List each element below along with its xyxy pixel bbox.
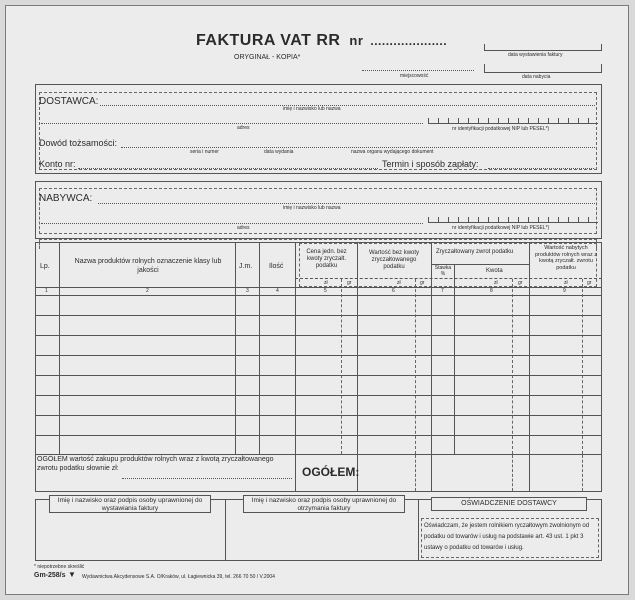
col-value-header: Wartość bez kwoty zryczałtowanego podatku: [368, 250, 420, 270]
invoice-title: FAKTURA VAT RR nr ....................: [196, 32, 448, 49]
col-lp-header: Lp.: [40, 263, 50, 270]
col-number: 2: [146, 288, 149, 294]
table-row[interactable]: [35, 415, 602, 416]
id-document-label: Dowód tożsamości:: [39, 138, 118, 148]
col-rate-header: Stawka %: [434, 265, 452, 277]
col-amount-header: Kwota: [486, 268, 503, 274]
table-row[interactable]: [35, 315, 602, 316]
payment-terms-field[interactable]: [488, 168, 594, 169]
date-issued-caption: data wystawienia faktury: [508, 52, 563, 58]
issuer-signature-caption: Imię i nazwisko oraz podpis osoby uprawnionej do wystawiania faktury: [49, 495, 211, 513]
supplier-address-caption: adres: [237, 125, 250, 131]
col-number: 4: [276, 288, 279, 294]
col-number: 8: [490, 288, 493, 294]
col-number: 1: [45, 288, 48, 294]
col-refund-header: Zryczałtowany zwrot podatku: [436, 249, 514, 255]
table-row[interactable]: [35, 435, 602, 436]
supplier-statement-text: Oświadczam, że jestem rolnikiem ryczałtowym zwolnionym od podatku od towarów i usług na podstawie art. 43 ust. 1 pkt 3 ustawy o podatku od towarów i usług.: [424, 523, 590, 551]
buyer-address-caption: adres: [237, 225, 250, 231]
col-number: 7: [441, 288, 444, 294]
col-jm-header: J.m.: [239, 263, 253, 270]
form-code: Gm-258/s: [34, 572, 66, 579]
col-number: 6: [392, 288, 395, 294]
supplier-address-field[interactable]: [41, 123, 423, 124]
id-issue-date-caption: data wydania: [264, 149, 294, 155]
invoice-form: FAKTURA VAT RR nr .................... ORYGINAŁ - KOPIA* data wystawienia faktury miejscowość data nabycia DOSTAWCA: imię i nazwisko lub nazwa adres nr identyfikacji podatkowej NIP lub PESEL*) Dowód tożsamości: seria i numer data wydania nazwa organu wydającego dokument Konto nr: Termin i sposób zapłaty: NABYWCA: imię i nazwisko lub nazwa adres nr identyfikacji podatkowej NIP lub PESEL*) Lp. Nazwa produktów rolnych oznaczenie klasy lub jakości J.m. Ilość Cena jedn. bez kwoty zryczałt. podatku Wartość bez kwoty zryczałtowanego podatku Zryczałtowany zwrot podatku Stawka % Kwota Wartość nabytych produktów rolnych wraz z kwotą zryczałt. zwrotu podatku zł gr zł gr zł gr zł gr 1 2 3 4 5 6 7 8 9 OGÓŁEM wartość zakupu produktów rolnych wraz z kwotą zryczałtowanego zwrotu podatku słownie zł: OGÓŁEM: Imię i nazwisko oraz podpis osoby uprawnionej do wystawiania faktury Imię i nazwisko oraz podpis osoby uprawnionej do otrzymania faktury OŚWIADCZENIE DOSTAWCY Oświadczam, że jestem rolnikiem ryczałtowym zwolnionym od podatku od towarów i usług na podstawie art. 43 ust. 1 pkt 3 ustawy o podatku od towarów i usług. * niepotrzebne skreślić Gm-258/s ▼ Wydawnictwa Akcydensowe S.A. O/Kraków, ul. Łagiewnicka 39, tel. 266 70 50 / V.2004: [5, 5, 629, 595]
table-row[interactable]: [35, 375, 602, 376]
summary-in-words-label: OGÓŁEM wartość zakupu produktów rolnych wraz z kwotą zryczałtowanego zwrotu podatku słownie zł:: [37, 456, 274, 472]
id-authority-caption: nazwa organu wydającego dokument: [351, 149, 434, 155]
place-field[interactable]: [362, 70, 474, 71]
supplier-name-field[interactable]: [100, 105, 595, 106]
col-qty-header: Ilość: [269, 263, 284, 270]
col-number: 5: [324, 288, 327, 294]
account-field[interactable]: [78, 168, 378, 169]
buyer-name-field[interactable]: [98, 203, 595, 204]
footnote: * niepotrzebne skreślić: [34, 564, 85, 570]
buyer-heading: NABYWCA:: [39, 193, 93, 204]
total-label: OGÓŁEM:: [302, 465, 360, 479]
supplier-nip-field[interactable]: [428, 118, 598, 124]
supplier-statement-title: OŚWIADCZENIE DOSTAWCY: [431, 497, 587, 511]
buyer-name-caption: imię i nazwisko lub nazwa: [283, 205, 341, 211]
buyer-nip-caption: nr identyfikacji podatkowej NIP lub PESEL*): [452, 225, 550, 231]
receiver-signature-caption: Imię i nazwisko oraz podpis osoby uprawnionej do otrzymania faktury: [243, 495, 405, 513]
col-unit-price-header: Cena jedn. bez kwoty zryczałt. podatku: [306, 249, 347, 269]
supplier-nip-caption: nr identyfikacji podatkowej NIP lub PESEL*): [452, 126, 550, 132]
id-series-caption: seria i numer: [190, 149, 219, 155]
place-caption: miejscowość: [400, 73, 429, 79]
account-label: Konto nr:: [39, 159, 76, 169]
buyer-nip-field[interactable]: [428, 217, 598, 223]
payment-terms-label: Termin i sposób zapłaty:: [382, 159, 479, 169]
id-document-field[interactable]: [121, 147, 595, 148]
publisher-info: Wydawnictwa Akcydensowe S.A. O/Kraków, ul. Łagiewnicka 39, tel. 266 70 50 / V.2004: [82, 574, 275, 580]
table-row[interactable]: [35, 395, 602, 396]
col-number: 9: [563, 288, 566, 294]
receiver-signature-field[interactable]: [226, 513, 418, 560]
original-copy-label: ORYGINAŁ - KOPIA*: [234, 54, 301, 61]
purchase-date-field[interactable]: [484, 64, 602, 73]
issuer-signature-field[interactable]: [35, 513, 225, 560]
col-name-header: Nazwa produktów rolnych oznaczenie klasy lub jakości: [74, 258, 222, 274]
buyer-address-field[interactable]: [41, 223, 423, 224]
supplier-name-caption: imię i nazwisko lub nazwa: [283, 106, 341, 112]
date-issued-field[interactable]: [484, 44, 602, 51]
summary-in-words-field[interactable]: [122, 478, 292, 479]
supplier-heading: DOSTAWCA:: [39, 96, 99, 107]
col-number: 3: [246, 288, 249, 294]
table-row[interactable]: [35, 355, 602, 356]
col-total-header: Wartość nabytych produktów rolnych wraz z kwotą zryczałt. zwrotu podatku: [534, 245, 598, 271]
publisher-logo-icon: ▼: [68, 570, 76, 579]
table-row[interactable]: [35, 335, 602, 336]
purchase-date-caption: data nabycia: [522, 74, 551, 80]
